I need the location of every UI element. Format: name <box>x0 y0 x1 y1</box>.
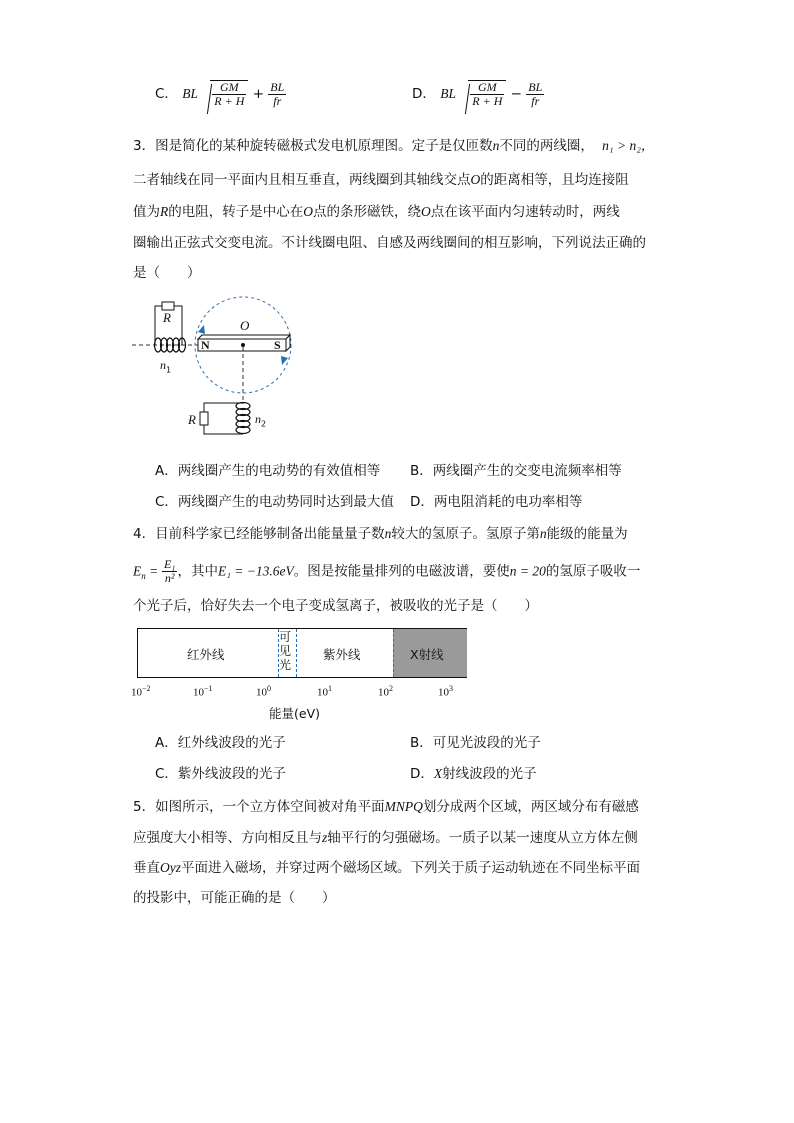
q3-line-5: 是（ ） <box>133 265 201 281</box>
q3-option-c[interactable]: C．两线圈产生的电动势同时达到最大值 <box>155 494 394 510</box>
q4-line-2: $E_n$ = $\frac{\text{E₁}}{\text{n²}}$ ，其中E₁ = −13.6eV。图是按能量排列的电磁波谱，要使n = 20的氢原子吸收一 <box>133 557 641 585</box>
q4-line-3: 个光子后，恰好失去一个电子变成氢离子，被吸收的光子是（ ） <box>133 598 538 614</box>
q3-line-4: 圈输出正弦式交变电流。不计线圈电阻、自感及两线圈间的相互影响，下列说法正确的 <box>133 235 646 251</box>
tick-label: $10^{-1}$ <box>193 684 213 699</box>
label-r-top: R <box>163 310 171 325</box>
ultraviolet-label: 紫外线 <box>323 647 361 662</box>
q4-option-a[interactable]: A．红外线波段的光子 <box>155 735 286 751</box>
coil-n2 <box>236 403 250 434</box>
xray-label: X射线 <box>410 647 444 662</box>
top-resistor <box>162 302 174 310</box>
sqrt-symbol: $\frac{GM}{R + H}$ <box>202 80 248 108</box>
q4-option-b[interactable]: B．可见光波段的光子 <box>410 735 541 751</box>
q5-line-3: 垂直Oyz平面进入磁场，并穿过两个磁场区域。下列关于质子运动轨迹在不同坐标平面 <box>133 860 640 876</box>
generator-diagram <box>128 292 308 442</box>
label-r-bottom: R <box>188 412 196 427</box>
infrared-label: 红外线 <box>187 647 225 662</box>
q4-option-d[interactable]: D．X射线波段的光子 <box>410 766 537 782</box>
bottom-resistor <box>200 412 208 425</box>
q3-option-b[interactable]: B．两线圈产生的交变电流频率相等 <box>410 463 622 479</box>
tick-label: $10^2$ <box>378 684 393 699</box>
q2-option-d[interactable]: D． BL $\frac{GM}{R + H}$ − $\frac{BL}{fr}$ <box>412 79 543 108</box>
tick-label: $10^3$ <box>438 684 453 699</box>
tick-label: $10^0$ <box>256 684 271 699</box>
q2-option-c[interactable]: C． BL $\frac{GM}{R + H}$ + $\frac{BL}{fr}$ <box>155 79 285 108</box>
q4-option-c[interactable]: C．紫外线波段的光子 <box>155 766 286 782</box>
tick-label: $10^{-2}$ <box>131 684 151 699</box>
label-s-pole: S <box>274 338 281 352</box>
q3-line-2: 二者轴线在同一平面内且相互垂直，两线圈到其轴线交点O的距离相等，且均连接阻 <box>133 172 629 188</box>
sqrt-symbol: $\frac{GM}{R + H}$ <box>460 80 506 108</box>
q5-line-2: 应强度大小相等、方向相反且与z轴平行的匀强磁场。一质子以某一速度从立方体左侧 <box>133 830 638 846</box>
center-point-o <box>241 343 245 347</box>
label-n2: $n_2$ <box>255 412 267 429</box>
label-o: O <box>240 318 250 333</box>
visible-label: 可 见 光 <box>279 630 292 672</box>
q3-option-d[interactable]: D．两电阻消耗的电功率相等 <box>410 494 583 510</box>
tick-label: $10^1$ <box>317 684 332 699</box>
q5-line-4: 的投影中，可能正确的是（ ） <box>133 890 336 906</box>
axis-label: 能量(eV) <box>269 706 320 721</box>
q3-line-3: 值为R的电阻，转子是中心在O点的条形磁铁，绕O点在该平面内匀速转动时，两线 <box>133 204 620 220</box>
label-n1: $n_1$ <box>160 358 172 375</box>
q3-line-1: 3．图是简化的某种旋转磁极式发电机原理图。定子是仅匝数n不同的两线圈， n₁ > n₂， <box>133 138 655 154</box>
q4-line-1: 4．目前科学家已经能够制备出能量量子数n较大的氢原子。氢原子第n能级的能量为 <box>133 526 628 542</box>
label-n-pole: N <box>201 338 210 352</box>
q3-option-a[interactable]: A．两线圈产生的电动势的有效值相等 <box>155 463 381 479</box>
q5-line-1: 5．如图所示，一个立方体空间被对角平面MNPQ划分成两个区域，两区域分布有磁感 <box>133 799 639 815</box>
